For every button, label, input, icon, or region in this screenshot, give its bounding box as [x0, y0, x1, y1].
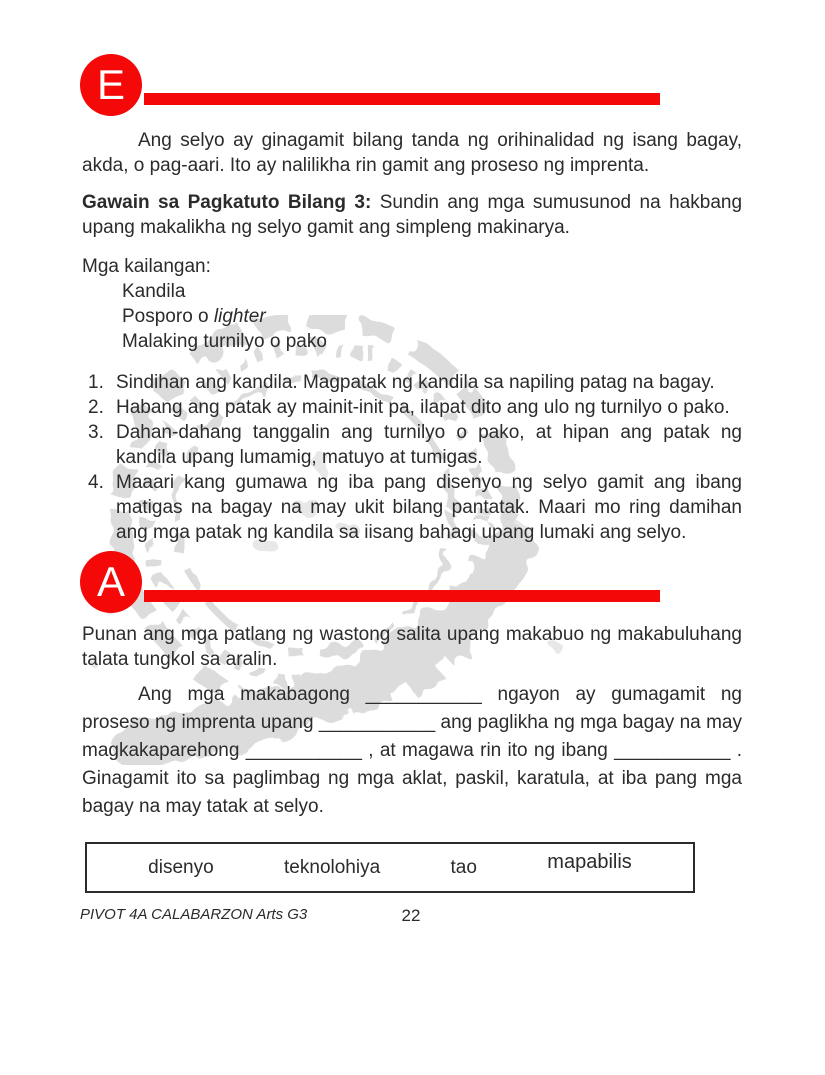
step-3: Dahan-dahang tanggalin ang turnilyo o pako, at hipan ang patak ng kandila upang lumamig, matuyo at tumigas. — [116, 422, 742, 468]
section-e-badge: E — [80, 54, 142, 116]
page-number: 22 — [401, 906, 421, 925]
materials-list — [82, 254, 742, 354]
intro-paragraph: Ang selyo ay ginagamit bilang tanda ng orihinalidad ng isang bagay, akda, o pag-aari. Ito ay nalilikha rin gamit ang proseso ng imprenta. — [82, 130, 742, 176]
word-bank-item-mapabilis: mapabilis — [547, 851, 632, 873]
material-item-turnilyo: Malaking turnilyo o pako — [122, 331, 327, 352]
word-bank — [85, 842, 695, 893]
word-bank-item-disenyo: disenyo — [148, 856, 214, 878]
page-footer — [80, 906, 742, 928]
material-item-posporo — [122, 304, 742, 329]
section-a-header — [80, 551, 742, 613]
section-e-rule — [144, 93, 660, 105]
cloze-paragraph: Ang mga makabagong ___________ ngayon ay gumagamit ng proseso ng imprenta upang ___________ ang paglikha ng mga bagay na may magkakaparehong ___________ , at magawa rin ito ng ibang ___________ . Ginagamit ito sa paglimbag ng mga aklat, paskil, karatula, at iba pang mga bagay na may tatak at selyo. — [82, 684, 742, 817]
section-a-badge: A — [80, 551, 142, 613]
step-4: Maaari kang gumawa ng iba pang disenyo ng selyo gamit ang ibang matigas na bagay na may ukit bilang pantatak. Maari mo ring damihan ang mga patak ng kandila sa iisang bahagi upang lumaki ang selyo. — [116, 472, 742, 543]
section-a-instructions: Punan ang mga patlang ng wastong salita upang makabuo ng makabuluhang talata tungkol sa aralin. — [82, 624, 742, 670]
section-e-header — [80, 0, 742, 116]
activity-instructions — [82, 190, 742, 240]
activity-text: Sundin ang mga sumusunod na hakbang upang makalikha ng selyo gamit ang simpleng makinarya. — [82, 192, 743, 238]
material-item-posporo-text: Posporo o — [122, 306, 209, 327]
material-item-kandila: Kandila — [122, 281, 186, 302]
footer-credit: PIVOT 4A CALABARZON Arts G3 — [80, 906, 308, 923]
step-1: Sindihan ang kandila. Magpatak ng kandila sa napiling patag na bagay. — [116, 372, 715, 393]
step-2: Habang ang patak ay mainit-init pa, ilapat dito ang ulo ng turnilyo o pako. — [116, 397, 730, 418]
material-item-posporo-italic: lighter — [213, 306, 266, 327]
word-bank-item-tao: tao — [450, 856, 477, 878]
steps-list — [88, 370, 742, 545]
materials-label: Mga kailangan: — [82, 256, 211, 277]
section-a-rule — [144, 590, 660, 602]
word-bank-item-teknolohiya: teknolohiya — [284, 856, 381, 878]
activity-title: Gawain sa Pagkatuto Bilang 3: — [82, 192, 372, 213]
